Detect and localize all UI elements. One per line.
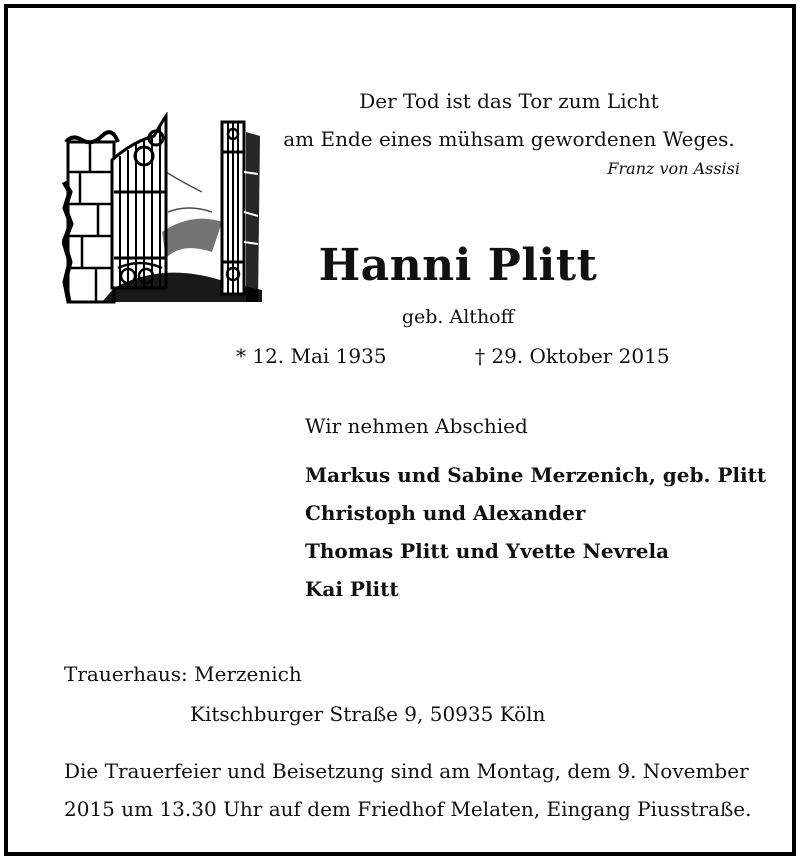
mourning-house-address: Kitschburger Straße 9, 50935 Köln <box>190 702 546 726</box>
obituary-notice <box>4 4 796 856</box>
mourner: Christoph und Alexander <box>305 501 586 525</box>
mourning-house: Trauerhaus: Merzenich <box>64 662 302 686</box>
quote-line-2: am Ende eines mühsam gewordenen Weges. <box>283 127 735 151</box>
mourner: Thomas Plitt und Yvette Nevrela <box>305 539 670 563</box>
quote-author: Franz von Assisi <box>607 159 740 178</box>
mourner: Kai Plitt <box>305 577 399 601</box>
birth-name: geb. Althoff <box>401 306 515 328</box>
deceased-name: Hanni Plitt <box>318 240 598 291</box>
service-details <box>64 752 764 828</box>
death-date: † 29. Oktober 2015 <box>475 344 670 368</box>
service-line-1: Die Trauerfeier und Beisetzung sind am Montag, dem 9. November <box>64 759 749 783</box>
farewell-line: Wir nehmen Abschied <box>305 414 528 438</box>
mourner: Markus und Sabine Merzenich, geb. Plitt <box>305 463 767 487</box>
mourners-list <box>305 458 766 610</box>
quote <box>258 82 760 158</box>
birth-date: * 12. Mai 1935 <box>236 344 387 368</box>
service-line-2: 2015 um 13.30 Uhr auf dem Friedhof Melaten, Eingang Piusstraße. <box>64 797 752 821</box>
quote-line-1: Der Tod ist das Tor zum Licht <box>359 89 659 113</box>
